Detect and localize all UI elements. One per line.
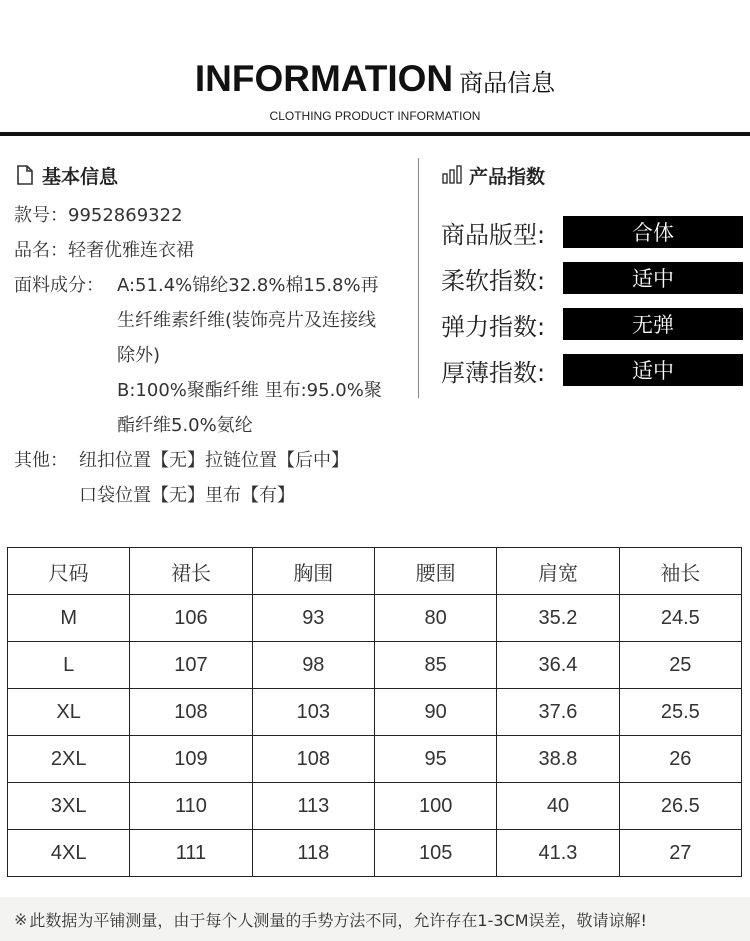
other-line-2: 口袋位置【无】里布【有】: [79, 485, 295, 506]
table-cell: 85: [374, 642, 496, 689]
index-value-softness: 适中: [563, 262, 743, 294]
table-row: [8, 595, 742, 642]
table-cell: 103: [252, 689, 374, 736]
header-cell: 肩宽: [497, 548, 619, 595]
title-cn: 商品信息: [459, 69, 556, 97]
table-cell: 106: [130, 595, 252, 642]
index-row-elasticity: [441, 308, 743, 340]
product-name-line: [14, 233, 194, 268]
index-row-fit: [441, 216, 743, 248]
footer-note: [0, 897, 750, 941]
item-number-line: [14, 198, 183, 233]
product-index-section: [441, 160, 746, 190]
table-row: [8, 736, 742, 783]
header-cell: 腰围: [374, 548, 496, 595]
table-cell: 105: [374, 830, 496, 877]
table-cell: 24.5: [619, 595, 741, 642]
index-value-elasticity: 无弹: [563, 308, 743, 340]
header-cell: 胸围: [252, 548, 374, 595]
table-cell: 109: [130, 736, 252, 783]
fabric-label: 面料成分：: [14, 275, 104, 296]
basic-info-section: [14, 160, 414, 190]
index-value-fit: 合体: [563, 216, 743, 248]
vertical-divider: [418, 158, 419, 398]
index-label-softness: 柔软指数:: [441, 266, 546, 295]
reference-mark-icon: ※: [14, 909, 28, 929]
header-cell: 裙长: [130, 548, 252, 595]
document-icon: [14, 164, 36, 186]
table-cell: 40: [497, 783, 619, 830]
bar-chart-icon: [441, 164, 463, 186]
table-cell: 110: [130, 783, 252, 830]
table-cell: 37.6: [497, 689, 619, 736]
subtitle: CLOTHING PRODUCT INFORMATION: [269, 109, 481, 123]
item-number-label: 款号：: [14, 205, 68, 226]
size-table-header: [8, 548, 742, 595]
table-cell: XL: [8, 689, 130, 736]
table-cell: 90: [374, 689, 496, 736]
size-table: [7, 547, 742, 877]
table-row: [8, 689, 742, 736]
table-row: [8, 830, 742, 877]
index-row-thickness: [441, 354, 743, 386]
product-index-title: 产品指数: [469, 165, 546, 188]
other-line-1: 纽扣位置【无】拉链位置【后中】: [79, 450, 349, 471]
table-cell: 100: [374, 783, 496, 830]
fabric-line-4: B:100%聚酯纤维 里布:95.0%聚: [117, 380, 382, 401]
table-cell: 118: [252, 830, 374, 877]
table-cell: 107: [130, 642, 252, 689]
table-cell: L: [8, 642, 130, 689]
header: [0, 0, 750, 136]
table-cell: 25.5: [619, 689, 741, 736]
index-label-fit: 商品版型:: [441, 220, 546, 249]
item-number-value: 9952869322: [68, 205, 183, 226]
footer-note-text: 此数据为平铺测量，由于每个人测量的手势方法不同，允许存在1-3CM误差，敬请谅解!: [29, 910, 647, 930]
table-cell: 95: [374, 736, 496, 783]
table-cell: 27: [619, 830, 741, 877]
title-row: [0, 58, 750, 100]
fabric-line-3: 除外): [117, 345, 161, 366]
table-cell: 35.2: [497, 595, 619, 642]
table-cell: 111: [130, 830, 252, 877]
table-cell: 26.5: [619, 783, 741, 830]
basic-info-title: 基本信息: [42, 165, 119, 188]
fabric-line-5: 酯纤维5.0%氨纶: [117, 415, 253, 436]
fabric-line-2: 生纤维素纤维(装饰亮片及连接线: [117, 310, 377, 331]
product-name-value: 轻奢优雅连衣裙: [68, 240, 194, 261]
table-cell: 38.8: [497, 736, 619, 783]
table-cell: 26: [619, 736, 741, 783]
table-cell: 108: [130, 689, 252, 736]
header-cell: 袖长: [619, 548, 741, 595]
table-cell: 93: [252, 595, 374, 642]
table-cell: 41.3: [497, 830, 619, 877]
fabric-line-1: A:51.4%锦纶32.8%棉15.8%再: [117, 275, 379, 296]
index-label-elasticity: 弹力指数:: [441, 312, 546, 341]
table-cell: 98: [252, 642, 374, 689]
table-cell: 25: [619, 642, 741, 689]
header-divider: [0, 132, 750, 136]
basic-info-heading: [14, 160, 414, 190]
table-row: [8, 783, 742, 830]
header-cell: 尺码: [8, 548, 130, 595]
index-row-softness: [441, 262, 743, 294]
other-label: 其他：: [14, 450, 68, 471]
table-cell: 108: [252, 736, 374, 783]
title-en: INFORMATION: [194, 58, 454, 99]
table-cell: M: [8, 595, 130, 642]
table-cell: 36.4: [497, 642, 619, 689]
product-index-heading: [441, 160, 746, 190]
index-value-thickness: 适中: [563, 354, 743, 386]
table-row: [8, 642, 742, 689]
table-cell: 2XL: [8, 736, 130, 783]
table-cell: 80: [374, 595, 496, 642]
table-cell: 113: [252, 783, 374, 830]
table-cell: 3XL: [8, 783, 130, 830]
table-cell: 4XL: [8, 830, 130, 877]
product-name-label: 品名：: [14, 240, 68, 261]
index-label-thickness: 厚薄指数:: [441, 358, 546, 387]
